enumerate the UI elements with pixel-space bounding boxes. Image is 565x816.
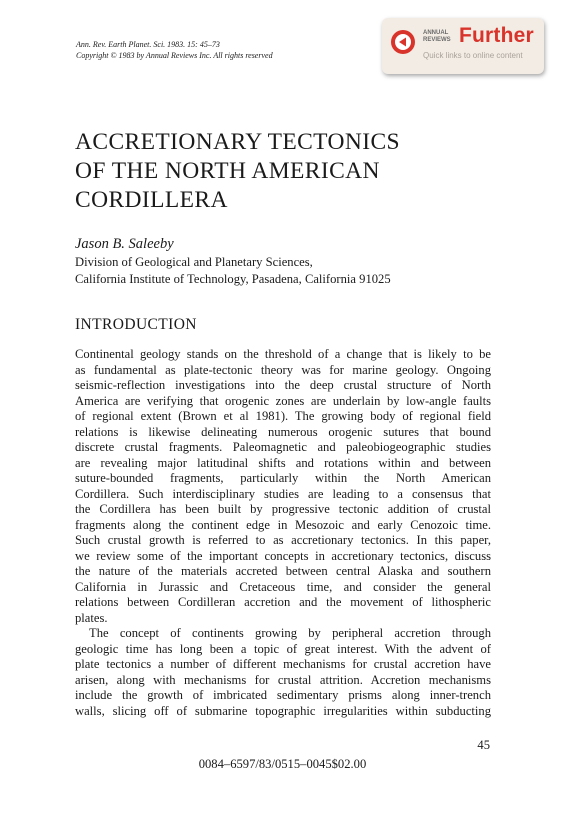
body-text bbox=[75, 347, 491, 719]
text-line: America are verifying that orogenic zones are underlain by low-angle faults bbox=[75, 393, 491, 408]
journal-citation-line: Ann. Rev. Earth Planet. Sci. 1983. 15: 45–73 bbox=[76, 40, 220, 49]
title-line: CORDILLERA bbox=[75, 187, 228, 213]
wordmark-line: REVIEWS bbox=[423, 37, 451, 43]
further-label: Further bbox=[459, 24, 534, 47]
affiliation-line: Division of Geological and Planetary Sciences, bbox=[75, 255, 313, 269]
text-line: plate tectonics a number of different mechanisms for crustal accretion have bbox=[75, 657, 491, 671]
text-line: relations between Cordilleran accretion and the movement of lithospheric bbox=[75, 595, 491, 609]
wordmark-line: ANNUAL bbox=[423, 30, 449, 36]
text-line: Such crustal growth is referred to as accretionary tectonics. In this paper, bbox=[75, 533, 491, 547]
issn-code: 0084–6597/83/0515–0045$02.00 bbox=[198, 757, 367, 771]
text-line: fragments along the continent edge in Mesozoic and early Cenozoic time. bbox=[75, 517, 491, 532]
annual-reviews-wordmark bbox=[423, 30, 451, 44]
page-number: 45 bbox=[477, 738, 490, 752]
text-line: the nature of the materials accreted between central Alaska and southern bbox=[75, 564, 491, 578]
text-line: Cordillera. Such interdisciplinary studies are leading to a consensus that bbox=[75, 486, 491, 501]
copyright-line: Copyright © 1983 by Annual Reviews Inc. All rights reserved bbox=[76, 50, 273, 60]
text-line: plates. bbox=[75, 610, 108, 625]
text-line: of regional extent (Brown et al 1981). The growing body of regional field bbox=[75, 409, 491, 423]
author-name: Jason B. Saleeby bbox=[75, 236, 174, 252]
further-tagline: Quick links to online content bbox=[423, 51, 523, 60]
affiliation-line: California Institute of Technology, Pasadena, California 91025 bbox=[75, 271, 391, 286]
text-line: Continental geology stands on the threshold of a change that is likely to be bbox=[75, 347, 491, 361]
text-line: are revealing major latitudinal shifts and rotations within and between bbox=[75, 455, 491, 470]
article-title bbox=[75, 128, 400, 215]
paragraph bbox=[75, 347, 491, 626]
text-line: walls, slicing off of submarine topographic irregularities within subducting bbox=[75, 703, 491, 718]
text-line: suture-bounded fragments, particularly within the North American bbox=[75, 471, 491, 485]
title-line: OF THE NORTH AMERICAN bbox=[75, 158, 380, 184]
text-line: California in Jurassic and Cretaceous time, and consider the general bbox=[75, 579, 491, 594]
further-links-badge[interactable] bbox=[382, 18, 544, 74]
text-line: the Cordillera has been built by progressive tectonic addition of crustal bbox=[75, 502, 491, 516]
text-line: geologic time has long been a topic of great interest. With the advent of bbox=[75, 641, 491, 656]
text-line: we review some of the important concepts in accretionary tectonics, discuss bbox=[75, 548, 491, 563]
text-line: as fundamental as plate-tectonic theory was for marine geology. Ongoing bbox=[75, 362, 491, 377]
text-line: relations is likewise delineating numerous orogenic sutures that bound bbox=[75, 424, 491, 439]
paragraph bbox=[75, 626, 491, 719]
text-line: arisen, along with mechanisms for crustal attrition. Accretion mechanisms bbox=[75, 672, 491, 687]
play-circle-icon bbox=[390, 29, 416, 55]
text-line: include the growth of imbricated sedimentary prisms along inner-trench bbox=[75, 688, 491, 702]
text-line: seismic-reflection investigations into the deep crustal structure of North bbox=[75, 378, 491, 392]
text-line: The concept of continents growing by peripheral accretion through bbox=[89, 626, 491, 640]
title-line: ACCRETIONARY TECTONICS bbox=[75, 129, 400, 155]
journal-citation bbox=[76, 40, 273, 61]
section-heading: INTRODUCTION bbox=[75, 316, 197, 333]
text-line: discrete crustal fragments. Paleomagnetic and paleobiogeographic studies bbox=[75, 440, 491, 454]
author-affiliation bbox=[75, 254, 391, 287]
